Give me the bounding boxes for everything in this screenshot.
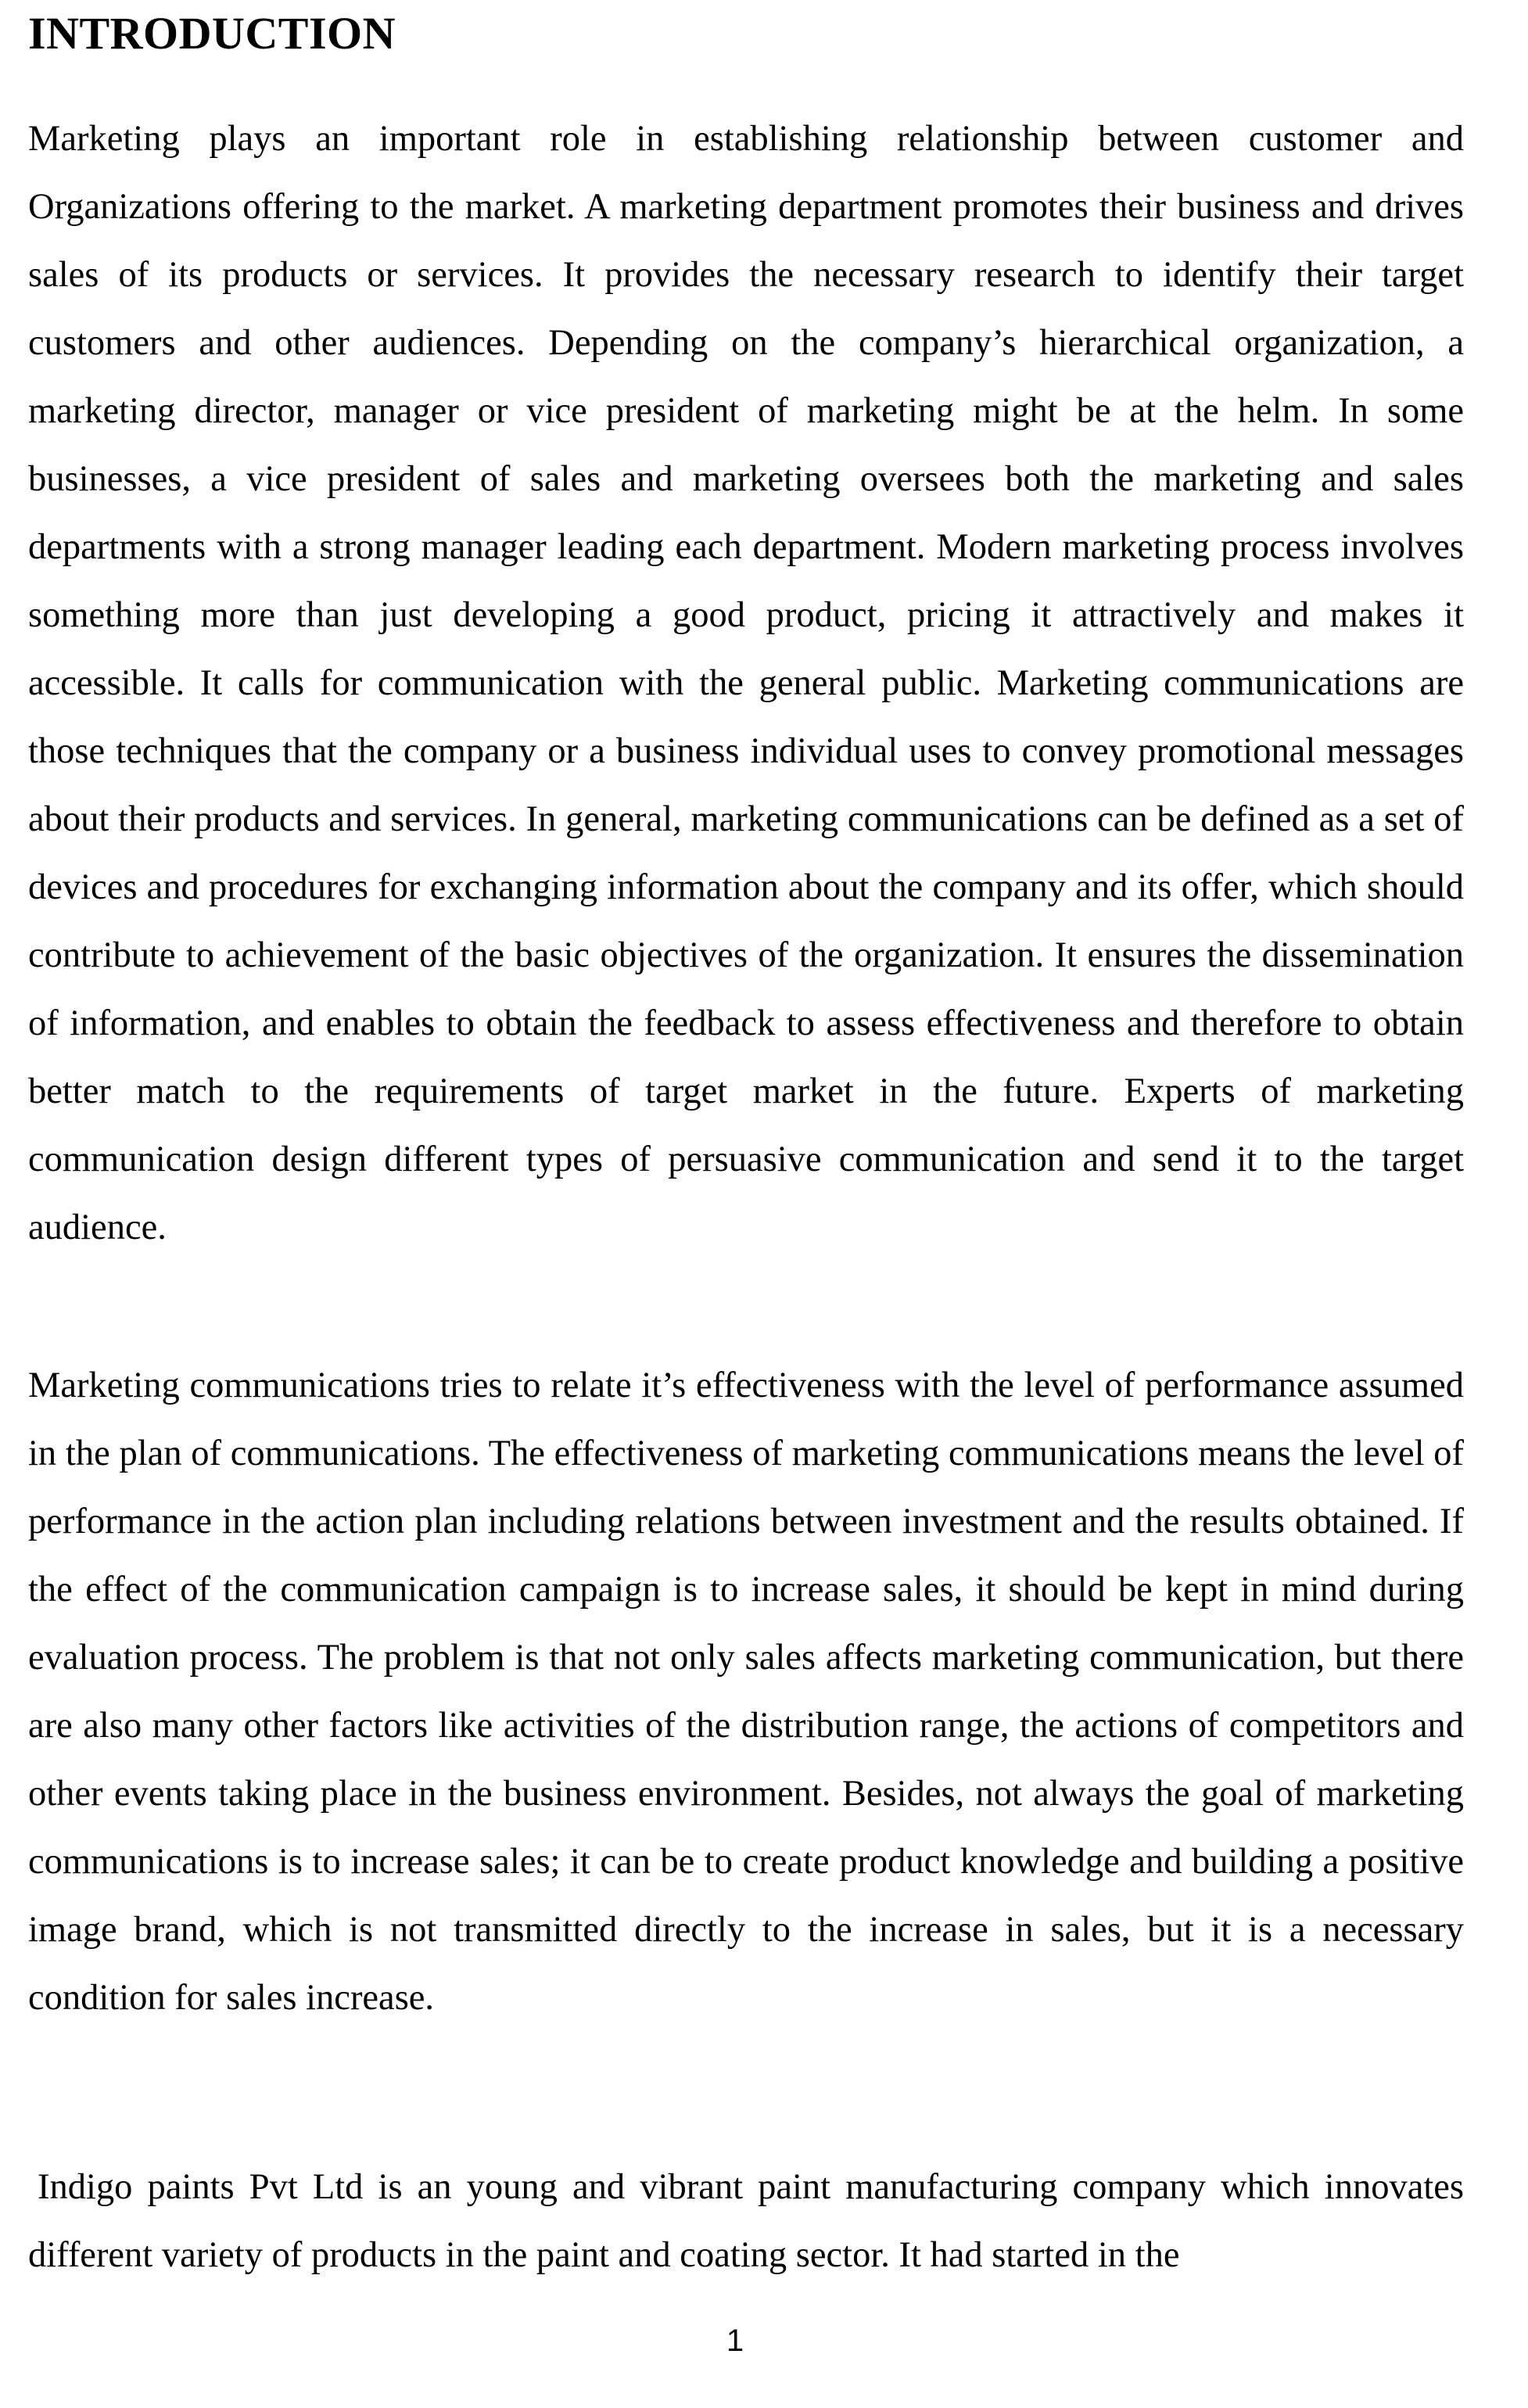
paragraph-2: Marketing communications tries to relate it’s effectiveness with the level of performance assumed in the plan of communications. The effectiveness of marketing communications means the level of performance in the action plan including relations between investment and the results obtained. If the effect of the communication campaign is to increase sales, it should be kept in mind during evaluation process. The problem is that not only sales affects marketing communication, but there are also many other factors like activities of the distribution range, the actions of competitors and other events taking place in the business environment. Besides, not always the goal of marketing communications is to increase sales; it can be to create product knowledge and building a positive image brand, which is not transmitted directly to the increase in sales, but it is a necessary condition for sales increase. xyxy=(28,1365,1464,2018)
page-number: 1 xyxy=(726,2324,744,2358)
paragraph-3: Indigo paints Pvt Ltd is an young and vibrant paint manufacturing company which innovates different variety of products in the paint and coating sector. It had started in the xyxy=(28,2167,1464,2275)
page-title: INTRODUCTION xyxy=(28,8,396,59)
paragraph-1: Marketing plays an important role in establishing relationship between customer and Organizations offering to the market. A marketing department promotes their business and drives sales of its products or services. It provides the necessary research to identify their target customers and other audiences. Depending on the company’s hierarchical organization, a marketing director, manager or vice president of marketing might be at the helm. In some businesses, a vice president of sales and marketing oversees both the marketing and sales departments with a strong manager leading each department. Modern marketing process involves something more than just developing a good product, pricing it attractively and makes it accessible. It calls for communication with the general public. Marketing communications are those techniques that the company or a business individual uses to convey promotional messages about their products and services. In general, marketing communications can be defined as a set of devices and procedures for exchanging information about the company and its offer, which should contribute to achievement of the basic objectives of the organization. It ensures the dissemination of information, and enables to obtain the feedback to assess effectiveness and therefore to obtain better match to the requirements of target market in the future. Experts of marketing communication design different types of persuasive communication and send it to the target audience. xyxy=(28,119,1464,1247)
document-page xyxy=(28,0,1464,2408)
